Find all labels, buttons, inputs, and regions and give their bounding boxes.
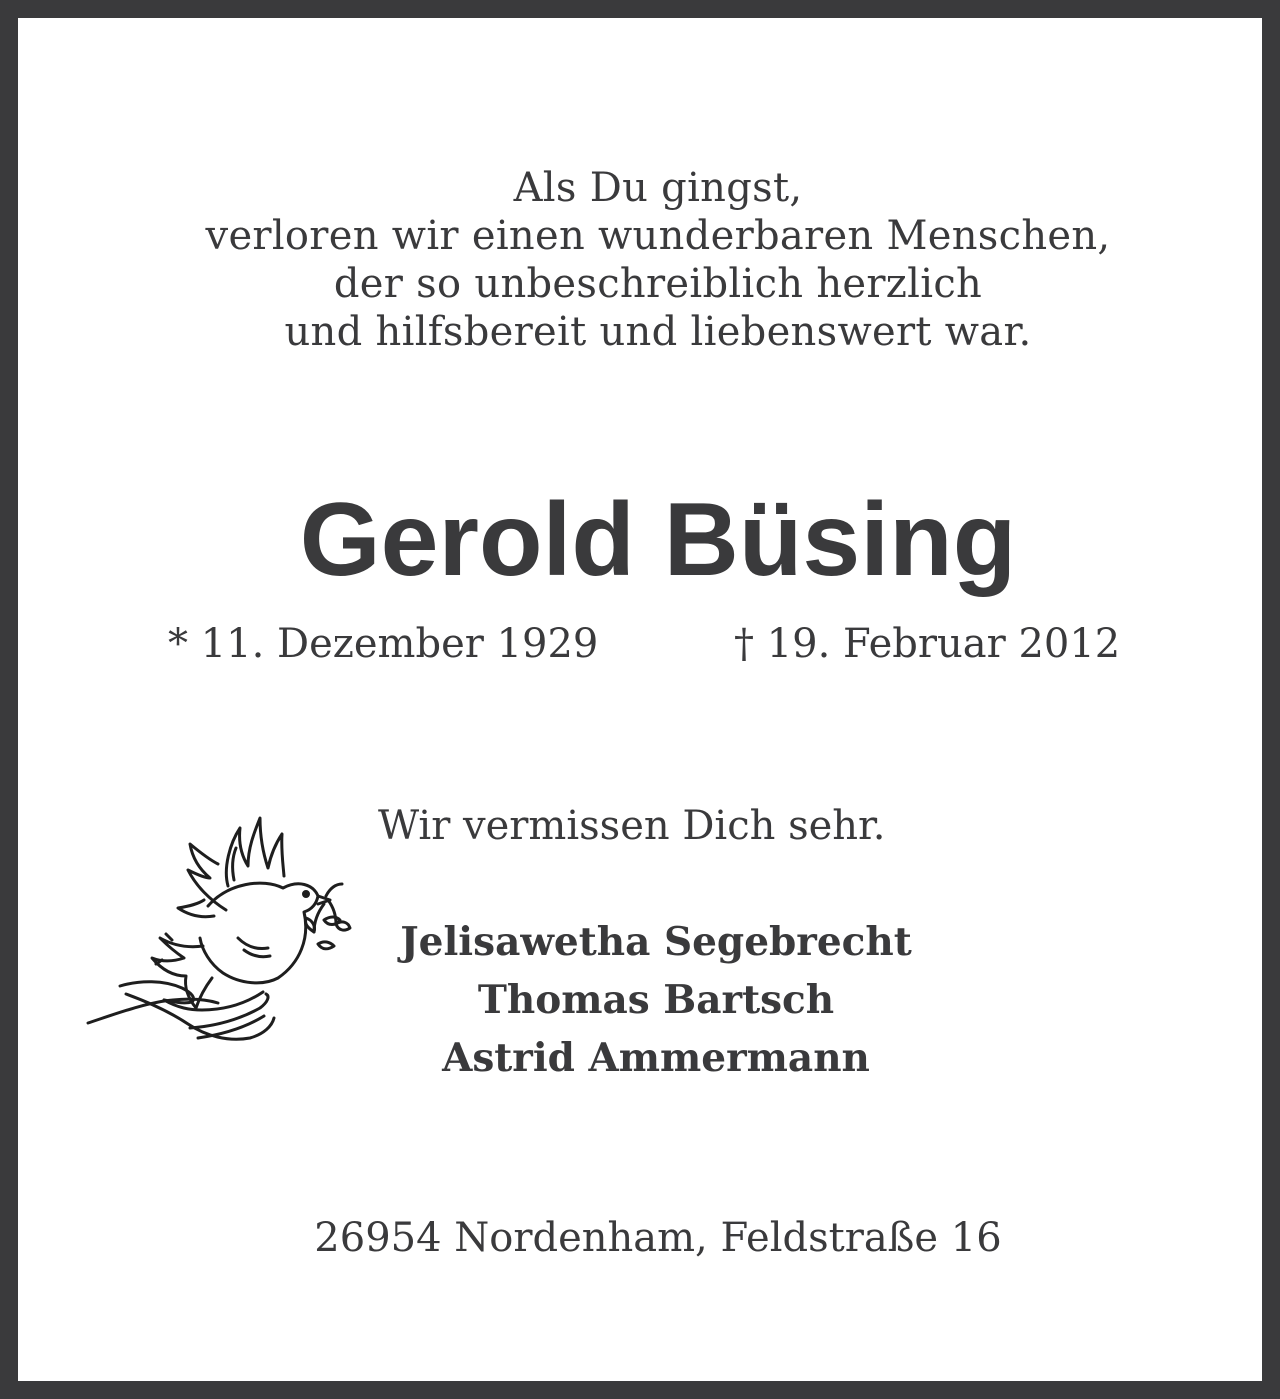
mourners-list bbox=[356, 913, 956, 1087]
poem-line: und hilfsbereit und liebenswert war. bbox=[284, 309, 1032, 355]
mourner-name: Thomas Bartsch bbox=[477, 977, 835, 1023]
poem-line: Als Du gingst, bbox=[513, 165, 803, 211]
poem-line: verloren wir einen wunderbaren Menschen, bbox=[205, 213, 1111, 259]
mourner-name: Astrid Ammermann bbox=[442, 1035, 870, 1081]
birth-date: * 11. Dezember 1929 bbox=[168, 621, 599, 667]
dove-and-hand-icon bbox=[78, 788, 368, 1058]
address: 26954 Nordenham, Feldstraße 16 bbox=[314, 1215, 1002, 1261]
mourner-name: Jelisawetha Segebrecht bbox=[400, 919, 912, 965]
deceased-name: Gerold Büsing bbox=[299, 482, 1017, 598]
poem bbox=[18, 164, 1280, 356]
death-date: † 19. Februar 2012 bbox=[734, 621, 1121, 667]
farewell-message: Wir vermissen Dich sehr. bbox=[378, 803, 886, 849]
poem-line: der so unbeschreiblich herzlich bbox=[333, 261, 983, 307]
